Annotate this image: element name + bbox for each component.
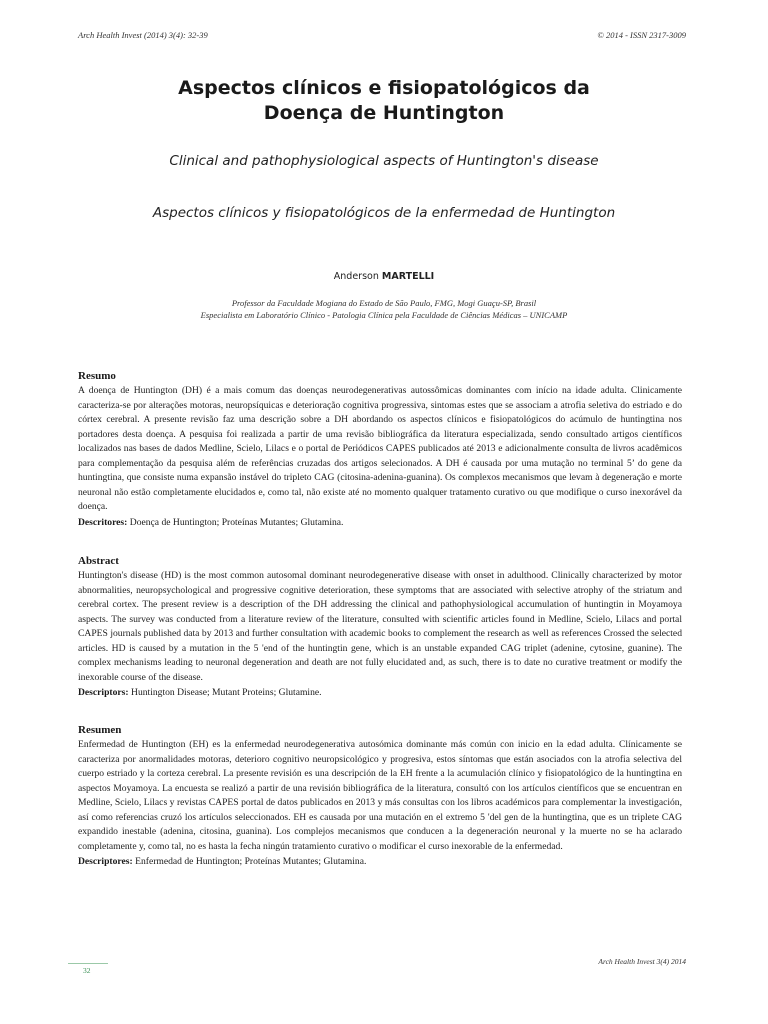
resumo-keywords-text: Doença de Huntington; Proteínas Mutantes; Glutamina. <box>127 516 344 528</box>
resumo-keywords-label: Descritores: <box>78 516 128 528</box>
running-header <box>78 30 686 40</box>
resumen-body: Enfermedad de Huntington (EH) es la enfermedad neurodegenerativa autosómica dominante más común con inicio en la edad adulta. Clínicamente se caracteriza por anormalidades motoras, deterioro cognitivo neuropsicológico y progresiva, estos síntomas que están asociados con la atrofia selectiva del cuerpo estriado y la corteza cerebral. La presente revisión es una descripción de la EH frente a la acumulación clínico y fisiopatológico de la huntingtina en aspectos Moyamoya. La encuesta se realizó a partir de una revisión bibliográfica de la literatura, consultó con los artículos científicos que se encuentran en Medline, Scielo, Lilacs y revistas CAPES portal de datos publicados en 2013 y más consultas con los libros académicos para complementar la investigación, así como referencias cruzó los artículos seleccionados. EH es causada por una mutación en el extremo 5 'del gen de la huntingtina, que es un triplete CAG expandido inestable (adenina, citosina, guanina). Los complejos mecanismos que conducen a la degeneración neuronal y la muerte no se ha aclarado completamente y, como tal, no es hasta la fecha ningún tratamiento curativo o modificar el curso inexorable de la enfermedad. <box>78 739 682 852</box>
footer-journal: Arch Health Invest 3(4) 2014 <box>598 957 686 966</box>
resumen-keywords <box>78 855 682 869</box>
affiliation-line-2: Especialista em Laboratório Clínico - Patologia Clínica pela Faculdade de Ciências Médicas – UNICAMP <box>200 310 568 320</box>
title-line-1: Aspectos clínicos e fisiopatológicos da <box>178 77 590 99</box>
resumen-heading: Resumen <box>78 724 122 736</box>
abstract-heading: Abstract <box>78 555 119 567</box>
abstract-body: Huntington's disease (HD) is the most common autosomal dominant neurodegenerative disease with onset in adulthood. Clinically characterized by motor abnormalities, neuropsychological and progressive cognitive deterioration, these symptoms that are associated with selective atrophy of the striatum and cerebral cortex. The present review is a description of the DH addressing the clinical and pathophysiological accumulation of huntingtin in Moyamoya aspects. The survey was conducted from a literature review of the literature, consulted with scientific articles found in Medline, Scielo, Lilacs and portal CAPES journals published data by 2013 and further consultation with academic books to complement the research as well as references Crossed the selected articles. HD is caused by a mutation in the 5 'end of the huntingtin gene, which is an unstable expanded CAG triplet (adenine, cytosine, guanine). The complex mechanisms leading to neuronal degeneration and death are not fully elucidated and, as such, there is to date no curative treatment or modify the inexorable course of the disease. <box>78 570 682 683</box>
resumen-keywords-label: Descriptores: <box>78 856 133 867</box>
resumen-keywords-text: Enfermedad de Huntington; Proteínas Mutantes; Glutamina. <box>132 856 367 867</box>
page-number: 32 <box>83 966 91 975</box>
subtitle-english: Clinical and pathophysiological aspects of Huntington's disease <box>169 153 599 169</box>
author-first-name: Anderson <box>333 271 379 282</box>
author-last-name: MARTELLI <box>381 271 435 282</box>
subtitle-spanish: Aspectos clínicos y fisiopatológicos de la enfermedad de Huntington <box>152 205 616 221</box>
resumo-section <box>78 370 682 530</box>
resumen-section <box>78 724 682 869</box>
affiliation-line-1: Professor da Faculdade Mogiana do Estado de São Paulo, FMG, Mogi Guaçu-SP, Brasil <box>231 298 537 308</box>
abstract-keywords-text: Huntington Disease; Mutant Proteins; Glutamine. <box>128 687 322 698</box>
abstract-section <box>78 555 682 700</box>
resumo-heading: Resumo <box>78 370 116 382</box>
abstract-keywords-label: Descriptors: <box>78 687 129 698</box>
header-citation: Arch Health Invest (2014) 3(4): 32-39 <box>78 30 208 40</box>
author-name <box>0 271 768 282</box>
author-affiliation <box>0 297 768 321</box>
resumo-keywords <box>78 516 682 530</box>
header-issn: © 2014 - ISSN 2317-3009 <box>597 30 686 40</box>
article-title <box>0 76 768 126</box>
resumo-body: A doença de Huntington (DH) é a mais comum das doenças neurodegenerativas autossômicas dominantes com início na idade adulta. Clinicamente caracteriza-se por alterações motoras, neuropsíquicas e deterioração cognitiva progressiva, sintomas estes que se associam a atrofia seletiva do estriado e do córtex cerebral. A presente revisão faz uma descrição sobre a DH abordando os aspectos clínicos e fisiopatológicos do acúmulo de huntingtina nos portadores desta doença. A pesquisa foi realizada a partir de uma revisão bibliográfica da literatura especializada, sendo consultado artigos científicos localizados nas bases de dados Medline, Scielo, Lilacs e o portal de Periódicos CAPES publicados até 2013 e adicionalmente consulta de livros acadêmicos para complementação da pesquisa além de referências cruzadas dos artigos selecionados. A DH é causada por uma mutação no terminal 5’ do gene da huntingtina, que consiste numa expansão instável do tripleto CAG (citosina-adenina-guanina). Os complexos mecanismos que levam à degeneração e morte neuronal não estão completamente elucidados e, como tal, não existe até no momento qualquer tratamento curativo ou que modifique o curso inexorável da doença. <box>78 385 682 512</box>
footer-divider <box>68 963 108 964</box>
abstract-keywords <box>78 686 682 700</box>
title-line-2: Doença de Huntington <box>263 102 505 124</box>
